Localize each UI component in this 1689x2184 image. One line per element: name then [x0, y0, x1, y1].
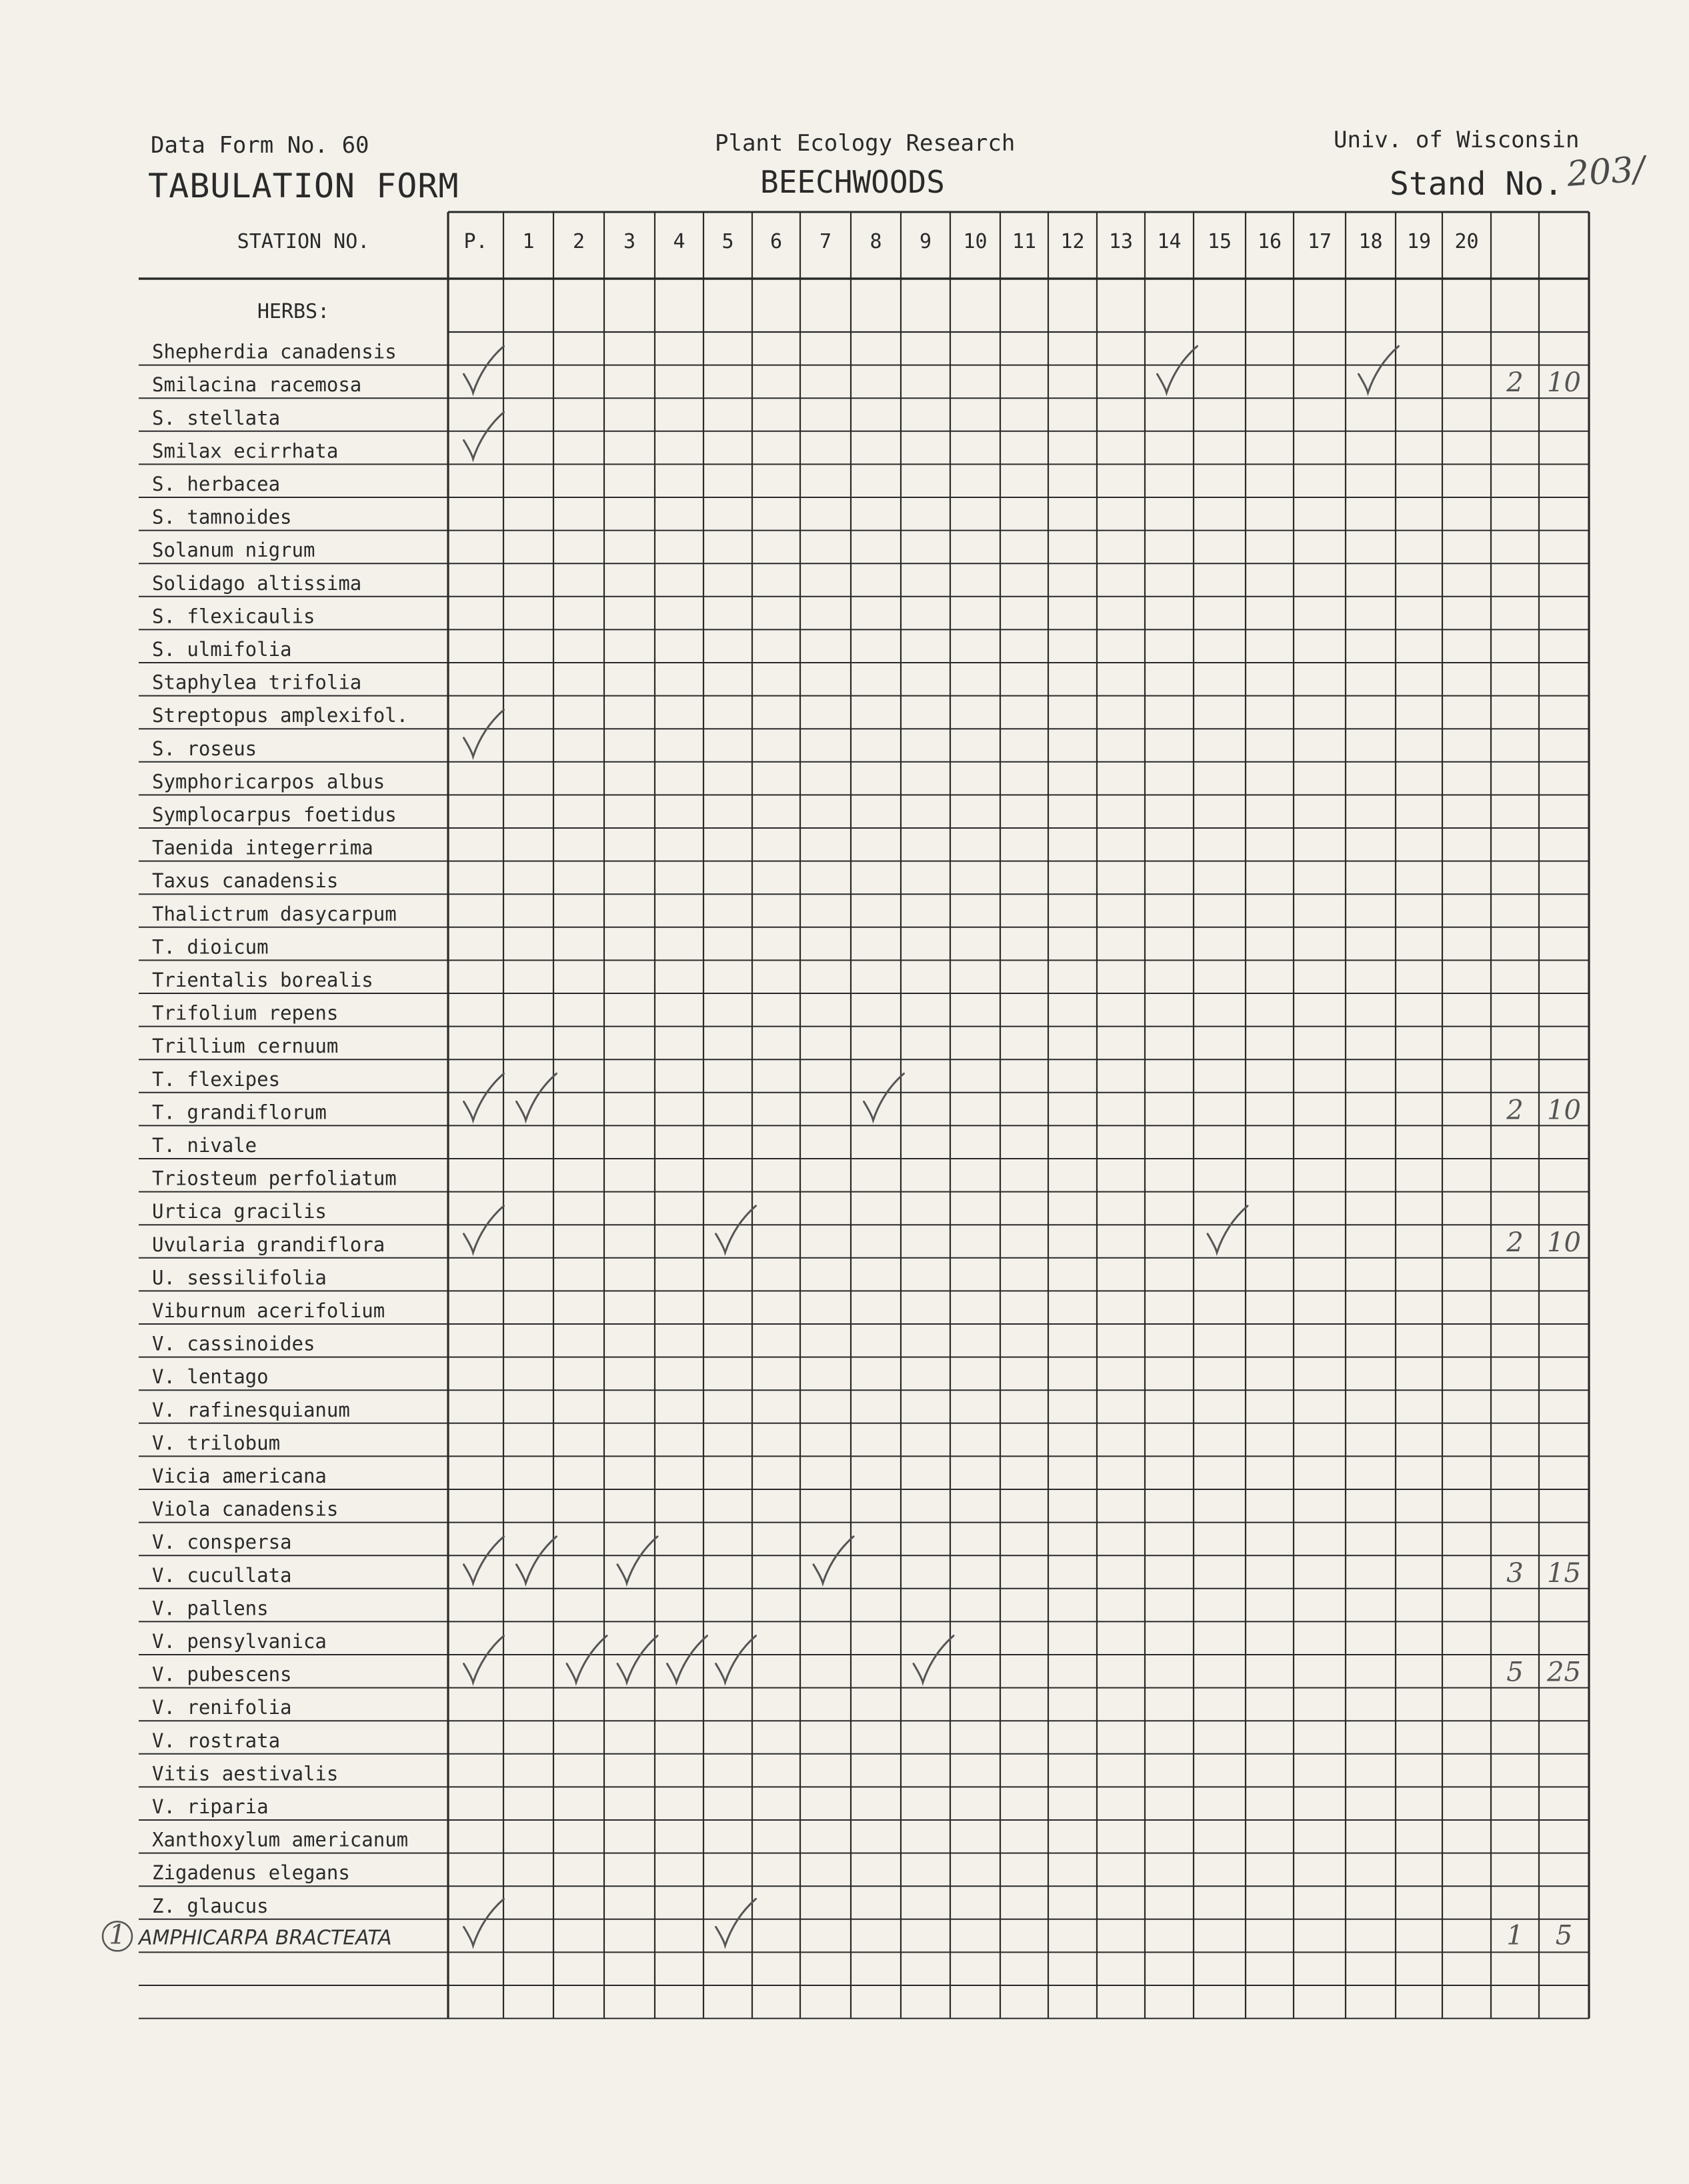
form-title: TABULATION FORM	[148, 167, 459, 205]
check-mark	[464, 1899, 504, 1945]
species-name: S. stellata	[152, 406, 281, 429]
check-mark	[464, 710, 504, 757]
species-name: Taenida integerrima	[152, 836, 373, 859]
species-name: Thalictrum dasycarpum	[152, 902, 397, 925]
species-name: Triosteum perfoliatum	[152, 1167, 397, 1190]
species-name: Zigadenus elegans	[152, 1861, 350, 1885]
species-name: Trifolium repens	[152, 1001, 339, 1025]
row-marker-number: 1	[109, 1919, 126, 1951]
form-number: Data Form No. 60	[151, 132, 369, 159]
total-count: 1	[1506, 1920, 1524, 1951]
species-name: V. rafinesquianum	[152, 1398, 350, 1421]
total-percent: 10	[1547, 1095, 1581, 1126]
column-header: 12	[1060, 230, 1085, 253]
species-name: S. ulmifolia	[152, 638, 292, 661]
check-mark	[464, 412, 504, 459]
species-name: V. pensylvanica	[152, 1630, 327, 1653]
species-name: V. trilobum	[152, 1431, 281, 1455]
species-name: V. pubescens	[152, 1663, 292, 1686]
species-name: Trientalis borealis	[152, 969, 373, 991]
handwritten-species-name: AMPHICARPA BRACTEATA	[139, 1926, 392, 1950]
species-name: Symphoricarpos albus	[152, 770, 385, 793]
species-name: Streptopus amplexifol.	[152, 704, 409, 727]
species-name: Xanthoxylum americanum	[152, 1828, 409, 1851]
column-header: 9	[919, 230, 932, 253]
species-name: T. dioicum	[152, 935, 269, 959]
check-mark	[914, 1636, 954, 1683]
check-mark	[716, 1899, 756, 1945]
species-name: Solanum nigrum	[152, 539, 315, 562]
species-name: Viola canadensis	[152, 1497, 339, 1521]
species-name: V. cassinoides	[152, 1332, 315, 1355]
column-header: 16	[1257, 230, 1282, 253]
stand-number-label: Stand No.	[1390, 165, 1564, 203]
column-header: 7	[819, 230, 832, 253]
species-name: V. pallens	[152, 1597, 269, 1620]
check-mark	[464, 1636, 504, 1683]
species-name: U. sessilifolia	[152, 1266, 327, 1289]
column-header: 14	[1157, 230, 1182, 253]
column-header: 10	[963, 230, 988, 253]
column-header: 18	[1358, 230, 1383, 253]
total-percent: 25	[1547, 1657, 1581, 1688]
section-label-herbs: HERBS:	[257, 300, 330, 323]
species-name: Staphylea trifolia	[152, 671, 362, 694]
species-name: Shepherdia canadensis	[152, 340, 397, 363]
species-name: Solidago altissima	[152, 571, 362, 595]
column-header: 13	[1108, 230, 1134, 253]
column-header: 3	[623, 230, 636, 253]
total-percent: 15	[1547, 1557, 1581, 1589]
species-name: T. flexipes	[152, 1067, 281, 1091]
column-header: 17	[1307, 230, 1332, 253]
species-name: T. grandiflorum	[152, 1101, 327, 1124]
check-mark	[464, 346, 504, 393]
species-name: V. renifolia	[152, 1696, 292, 1719]
check-mark	[517, 1537, 557, 1583]
total-count: 3	[1506, 1557, 1524, 1589]
species-name: Vicia americana	[152, 1465, 327, 1487]
station-number-label: STATION NO.	[237, 230, 370, 253]
university-name: Univ. of Wisconsin	[1334, 127, 1580, 153]
stand-number-value: 203/	[1566, 149, 1646, 195]
total-count: 2	[1506, 1095, 1524, 1126]
species-name: V. conspersa	[152, 1531, 292, 1554]
column-header: 19	[1406, 230, 1432, 253]
check-mark	[1359, 346, 1399, 393]
column-header: 11	[1012, 230, 1037, 253]
column-header: 1	[522, 230, 535, 253]
check-mark	[1158, 346, 1198, 393]
column-header: 2	[572, 230, 585, 253]
organization-name: Plant Ecology Research	[715, 130, 1016, 157]
species-name: Smilacina racemosa	[152, 373, 362, 397]
species-name: Taxus canadensis	[152, 869, 339, 893]
species-name: S. flexicaulis	[152, 605, 315, 628]
species-name: Uvularia grandiflora	[152, 1233, 385, 1256]
column-header: 5	[721, 230, 734, 253]
check-mark	[464, 1537, 504, 1583]
column-header: 15	[1207, 230, 1232, 253]
total-count: 5	[1506, 1657, 1524, 1688]
species-name: S. roseus	[152, 737, 257, 760]
check-mark	[667, 1636, 707, 1683]
check-mark	[464, 1073, 504, 1120]
species-name: S. tamnoides	[152, 505, 292, 529]
species-name: Z. glaucus	[152, 1894, 269, 1917]
check-mark	[813, 1537, 854, 1583]
check-mark	[517, 1073, 557, 1120]
project-name: BEECHWOODS	[760, 164, 945, 200]
column-header: 4	[673, 230, 685, 253]
column-header: 8	[870, 230, 882, 253]
species-name: V. lentago	[152, 1365, 269, 1389]
species-name: Urtica gracilis	[152, 1200, 327, 1223]
total-percent: 10	[1547, 367, 1581, 399]
check-mark	[716, 1206, 756, 1253]
column-header: P.	[463, 230, 488, 253]
check-mark	[864, 1073, 904, 1120]
total-count: 2	[1506, 367, 1524, 399]
species-name: V. riparia	[152, 1795, 269, 1818]
column-header: 6	[769, 230, 783, 253]
species-name: Symplocarpus foetidus	[152, 803, 397, 826]
species-name: V. cucullata	[152, 1563, 292, 1587]
species-name: Trillium cernuum	[152, 1035, 339, 1058]
species-name: V. rostrata	[152, 1729, 281, 1752]
species-name: Vitis aestivalis	[152, 1762, 339, 1785]
total-percent: 10	[1547, 1227, 1581, 1258]
check-mark	[1208, 1206, 1248, 1253]
check-mark	[617, 1537, 657, 1583]
check-mark	[617, 1636, 657, 1683]
species-name: Viburnum acerifolium	[152, 1299, 385, 1322]
total-percent: 5	[1555, 1920, 1573, 1951]
column-header: 20	[1454, 230, 1479, 253]
species-name: S. herbacea	[152, 473, 281, 495]
total-count: 2	[1506, 1227, 1524, 1258]
species-name: T. nivale	[152, 1134, 257, 1157]
check-mark	[464, 1206, 504, 1253]
check-mark	[567, 1636, 607, 1683]
species-name: Smilax ecirrhata	[152, 439, 339, 463]
check-mark	[716, 1636, 756, 1683]
